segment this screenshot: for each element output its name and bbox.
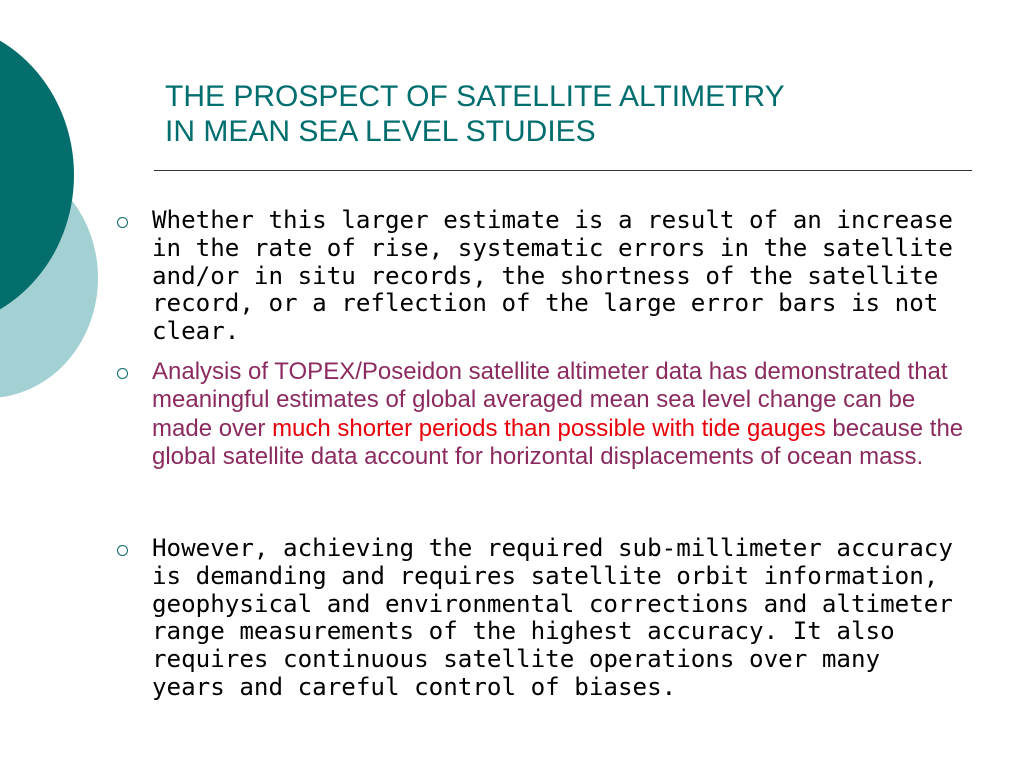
bullet-2-text-after: because the global satellite data account for horizontal displacements of ocean mass. bbox=[152, 414, 964, 470]
bullet-2-text-before: Analysis of TOPEX/Poseidon satellite altimeter data has demonstrated that meaningful estimates of global averaged mean sea level change can be made over bbox=[152, 358, 948, 442]
bullet-2-text bbox=[152, 358, 964, 471]
circle-bullet-icon bbox=[117, 368, 128, 379]
slide-title-line-2: IN MEAN SEA LEVEL STUDIES bbox=[165, 114, 596, 148]
circle-bullet-icon bbox=[117, 545, 128, 556]
slide-title-line-1: THE PROSPECT OF SATELLITE ALTIMETRY bbox=[165, 80, 785, 113]
slide-title bbox=[165, 80, 965, 150]
bullet-1-text: Whether this larger estimate is a result of an increase in the rate of rise, systematic errors in the satellite and/or in situ records, the shortness of the satellite record, or a reflection of the large error bars is not clear. bbox=[152, 206, 953, 346]
title-divider bbox=[154, 170, 972, 171]
bullet-2-highlight: much shorter periods than possible with tide gauges bbox=[272, 414, 826, 442]
circle-bullet-icon bbox=[117, 217, 128, 228]
bullet-3-text: However, achieving the required sub-millimeter accuracy is demanding and requires satellite orbit information, geophysical and environmental corrections and altimeter range measurements of the highest accuracy. It also requires continuous satellite operations over many years and careful control of biases. bbox=[152, 534, 953, 701]
